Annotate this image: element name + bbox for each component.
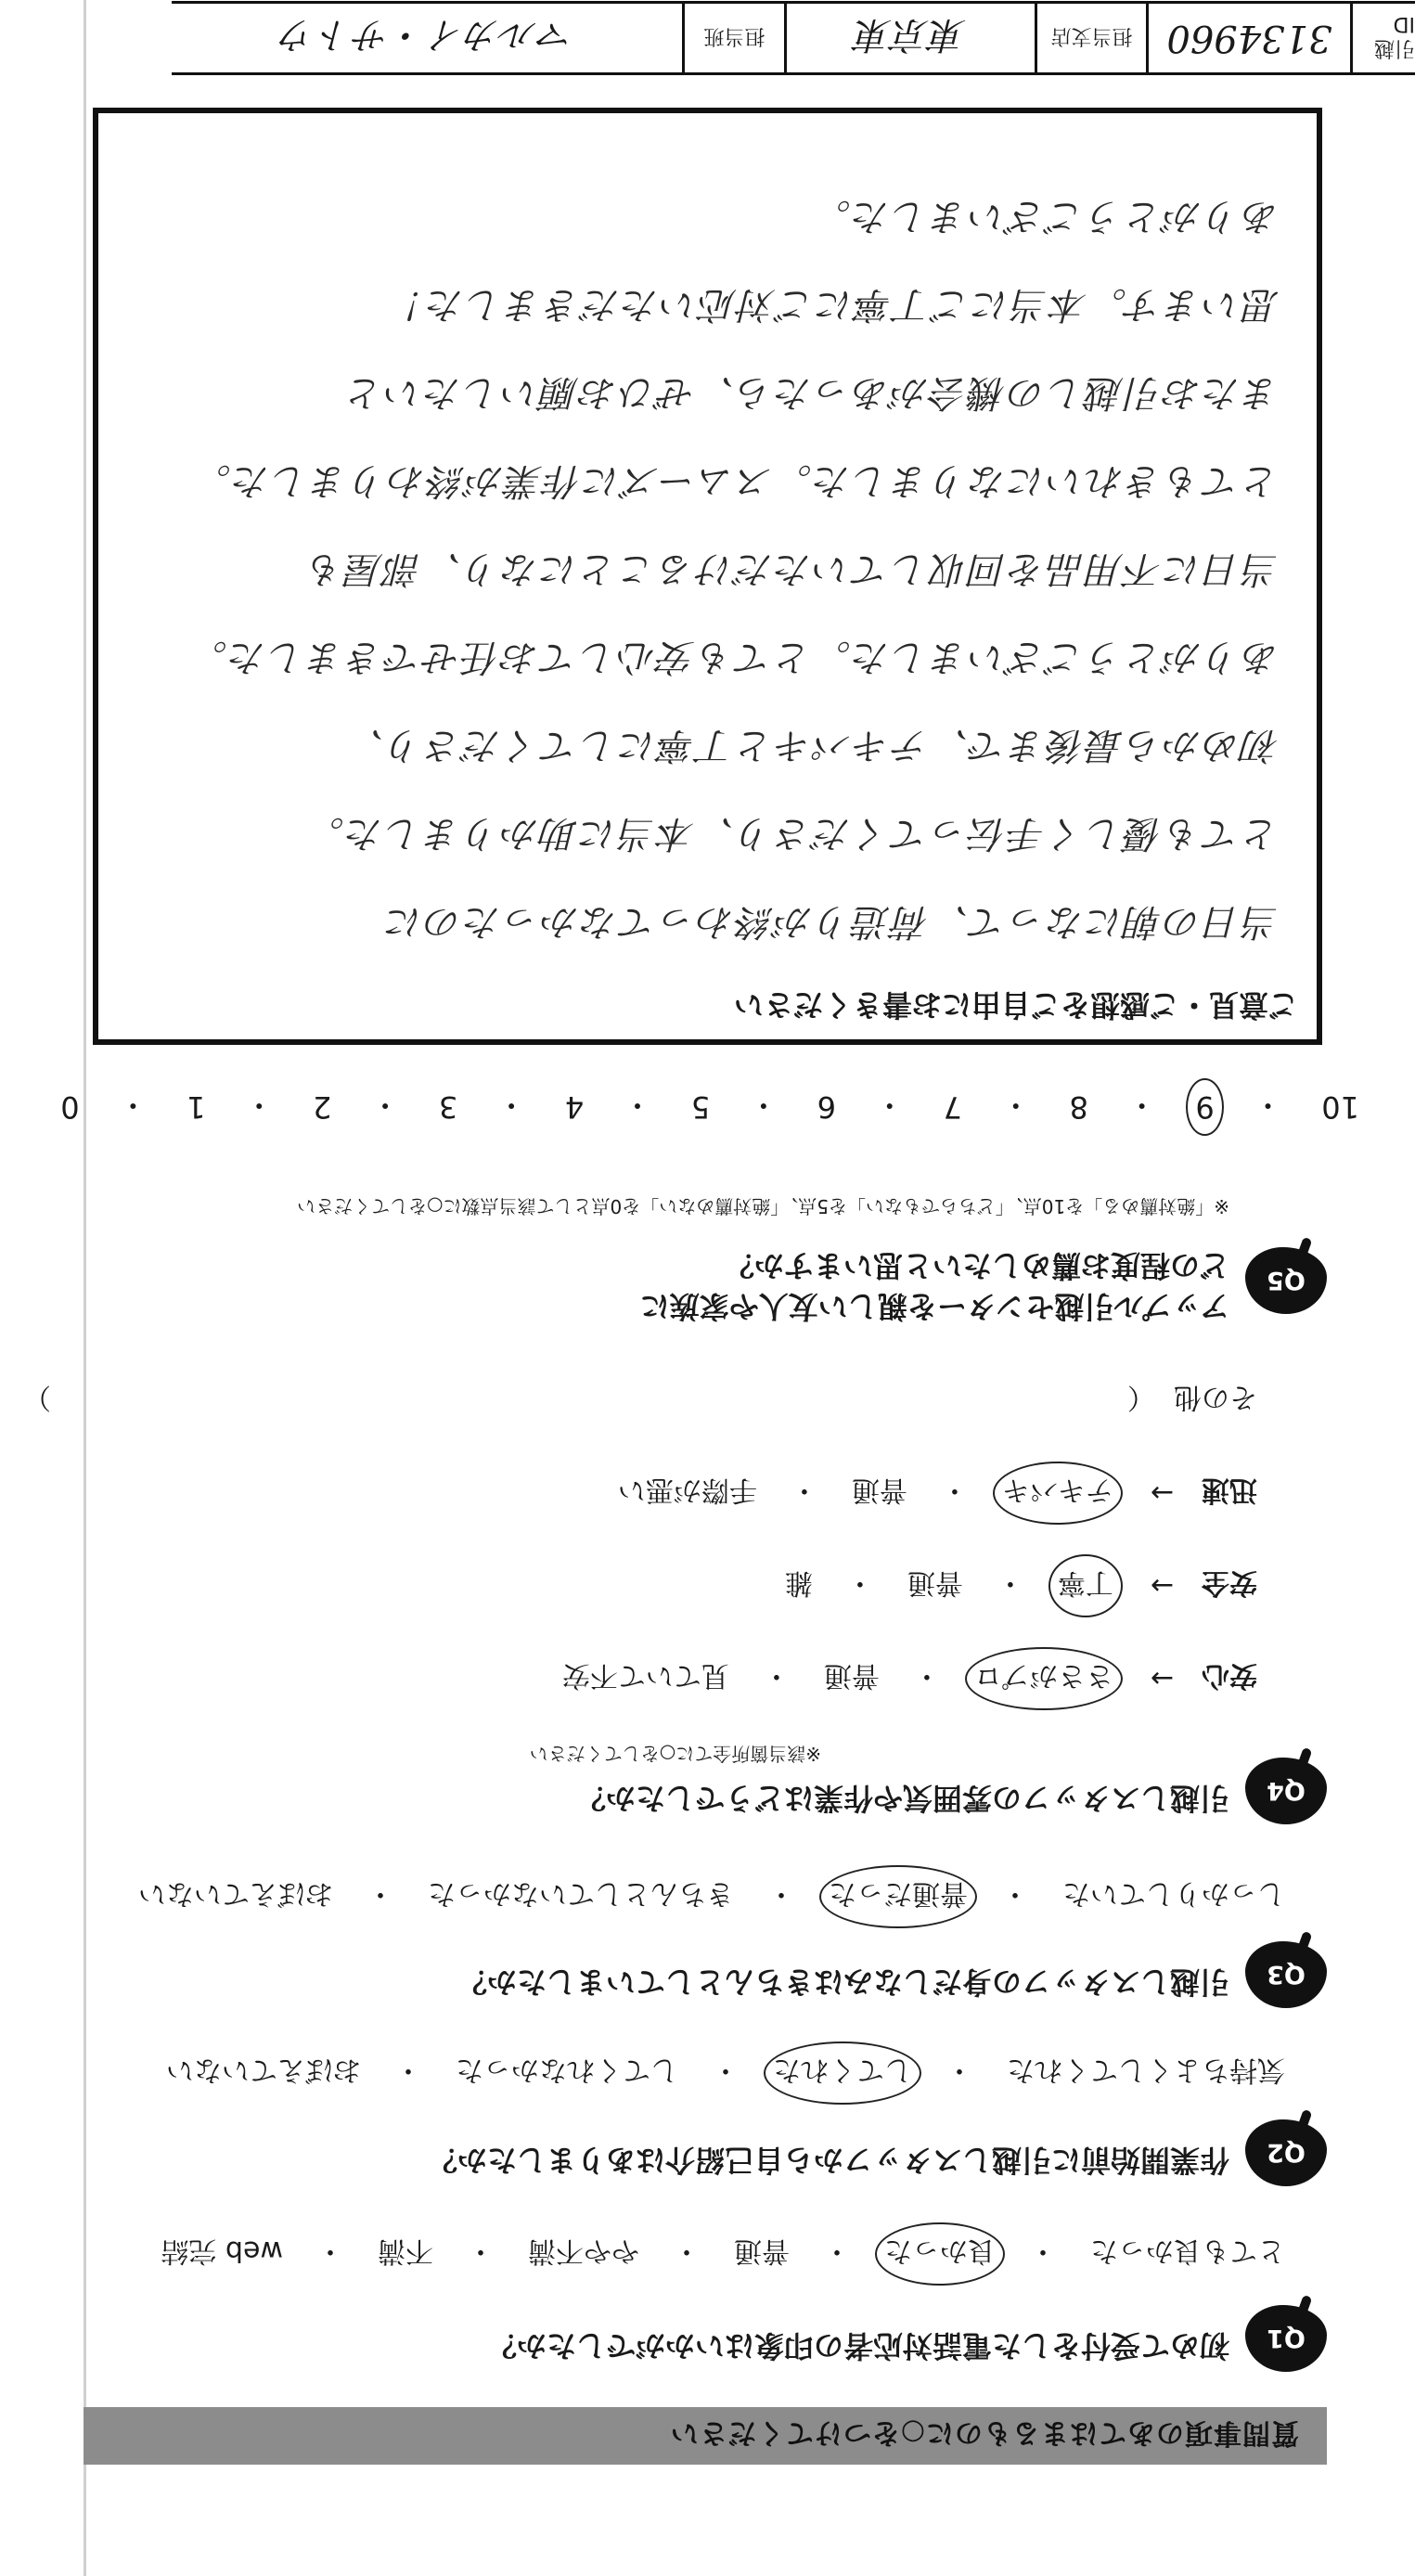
score-option[interactable]: 5	[690, 1089, 711, 1125]
q4-relief-option-anxious[interactable]: 見ていて不安	[561, 1659, 729, 1692]
instructions-text: 質問事項のあてはまるものに○をつけてください	[669, 2416, 1299, 2449]
q4-other-row	[23, 1380, 1257, 1421]
q4-speed-option-efficient[interactable]: テキパキ	[1002, 1473, 1113, 1513]
branch-label: 担当支店	[1035, 4, 1146, 72]
q1-badge	[1245, 2305, 1327, 2372]
q1-option-very-good[interactable]: とても良かった	[1090, 2235, 1285, 2267]
q4-safety-option-normal[interactable]: 普通	[907, 1566, 963, 1599]
q1-badge-label: Q1	[1267, 2324, 1306, 2353]
q3-badge-label: Q3	[1267, 1960, 1306, 1990]
q4-safety-option-careful[interactable]: 丁寧	[1058, 1565, 1113, 1606]
q3-option-normal[interactable]: 普通だった	[829, 1876, 968, 1917]
q2-badge	[1245, 2119, 1327, 2186]
q4-other-close-paren: ）	[23, 1381, 51, 1413]
comment-line: ありがとうございました。とても安心してお任せできました。	[188, 636, 1280, 678]
branch-value: 東京東	[784, 4, 1035, 72]
q4-relief-option-normal[interactable]: 普通	[823, 1659, 880, 1692]
q2-option-very-kind[interactable]: 気持ちよくしてくれた	[1007, 2054, 1285, 2086]
instructions-header	[84, 2407, 1327, 2465]
score-option[interactable]: 1	[187, 1089, 206, 1125]
q4-badge-label: Q4	[1267, 1776, 1306, 1806]
page-edge-rule	[84, 0, 86, 2576]
q2-question: 作業開始前に引越しスタッフから自己紹介はありましたか？	[427, 2143, 1229, 2178]
q5-note: ※「絶対薦める」を10点、「どちらでもない」を5点、「絶対薦めない」を0点として該当点数に○をしてください	[297, 1195, 1229, 1217]
q1-option-unsatisfied[interactable]: 不満	[378, 2235, 433, 2267]
q4-safety-option-rough[interactable]: 雑	[784, 1566, 813, 1599]
q1-options: とても良かった ・ 良かった ・ 普通 ・ やや不満 ・ 不満 ・ web 完結	[161, 2234, 1285, 2274]
comment-line: またお引越しの機会があったら、ぜひお願いしたいと	[344, 371, 1280, 414]
q4-row-relief: 安心 → ささがプロ ・ 普通 ・ 見ていて不安	[562, 1658, 1257, 1699]
q3-question: 引越しスタッフの身だしなみはきちんとしていましたか？	[457, 1964, 1229, 2000]
comment-line: とてもきれいになりました。スムーズに作業が終わりました。	[192, 459, 1280, 502]
q3-option-neat[interactable]: しっかりしていた	[1062, 1877, 1285, 1910]
q2-option-did[interactable]: してくれた	[773, 2053, 912, 2093]
score-option[interactable]: 7	[943, 1089, 962, 1125]
score-option[interactable]: 6	[817, 1089, 837, 1125]
move-id-label: 引越ID	[1350, 4, 1415, 72]
q5-question-line2: どの程度お薦めしたいと思いますか？	[724, 1248, 1229, 1283]
q2-badge-label: Q2	[1267, 2138, 1306, 2168]
arrow-icon: →	[1150, 1662, 1174, 1695]
score-option[interactable]: 3	[438, 1089, 458, 1125]
score-option-selected[interactable]: 9	[1195, 1089, 1215, 1125]
q2-option-dont-remember[interactable]: おぼえていない	[166, 2054, 361, 2086]
score-option[interactable]: 0	[60, 1089, 80, 1125]
q4-other-label: その他	[1174, 1381, 1257, 1413]
score-option[interactable]: 8	[1069, 1089, 1088, 1125]
q4-note: ※該当箇所全てに○をしてください	[529, 1743, 821, 1765]
q1-option-web[interactable]: web 完結	[161, 2235, 283, 2267]
comment-line: 当日に不用品を回収していただけることになり、部屋も	[305, 547, 1280, 590]
arrow-icon: →	[1150, 1569, 1174, 1603]
q4-speed-option-clumsy[interactable]: 手際が悪い	[617, 1474, 757, 1506]
score-option[interactable]: 10	[1321, 1089, 1359, 1125]
q2-options: 気持ちよくしてくれた ・ してくれた ・ してくれなかった ・ おぼえていない	[166, 2053, 1285, 2093]
q4-relief-option-pro[interactable]: ささがプロ	[974, 1658, 1113, 1699]
move-id-value: 3134960	[1146, 4, 1350, 72]
score-option[interactable]: 4	[564, 1089, 585, 1125]
q2-option-did-not[interactable]: してくれなかった	[456, 2054, 678, 2086]
team-value: マルカイ・サトウ	[278, 13, 575, 57]
q5-score-scale: 10 ・ 9 ・ 8 ・ 7 ・ 6 ・ 5 ・ 4 ・ 3 ・ 2 ・ 1 ・ 0	[60, 1088, 1359, 1125]
q1-option-somewhat-unsatisfied[interactable]: やや不満	[528, 2235, 639, 2267]
q3-option-not-neat[interactable]: きちんとしていなかった	[428, 1877, 734, 1910]
q4-category-safety: 安全	[1202, 1566, 1257, 1599]
q5-question-line1: アップル引越センターを親しい友人や家族に	[639, 1289, 1229, 1324]
q3-badge	[1245, 1941, 1327, 2008]
q4-other-open-paren: （	[1127, 1381, 1155, 1413]
q3-options: しっかりしていた ・ 普通だった ・ きちんとしていなかった ・ おぼえていない	[138, 1876, 1285, 1917]
q5-badge	[1245, 1247, 1327, 1314]
q4-speed-option-normal[interactable]: 普通	[851, 1474, 907, 1506]
comment-line: とても優しく手伝ってくださり、本当に助かりました。	[305, 812, 1280, 855]
team-label: 担当班	[682, 4, 784, 72]
comment-line: ありがとうございました。	[812, 195, 1280, 238]
q4-row-safety: 安全 → 丁寧 ・ 普通 ・ 雑	[785, 1565, 1257, 1606]
q4-row-speed: 迅速 → テキパキ ・ 普通 ・ 手際が悪い	[618, 1473, 1257, 1513]
score-option[interactable]: 2	[313, 1089, 332, 1125]
q4-question: 引越しスタッフの雰囲気や作業はどうでしたか？	[575, 1781, 1229, 1816]
comment-box[interactable]	[93, 108, 1322, 1045]
q1-option-normal[interactable]: 普通	[734, 2235, 790, 2267]
q1-question: 初めて受付をした電話対応者の印象はいかがでしたか？	[486, 2328, 1229, 2363]
q3-option-dont-remember[interactable]: おぼえていない	[138, 1877, 333, 1910]
q4-category-speed: 迅速	[1202, 1474, 1257, 1506]
q5-badge-label: Q5	[1267, 1266, 1306, 1295]
q1-option-good[interactable]: 良かった	[884, 2234, 996, 2274]
meta-table	[172, 1, 1415, 75]
comment-title: ご意見・ご感想をご自由にお書きください	[733, 987, 1298, 1023]
comment-line: 初めから最後まで、テキパキと丁寧にしてくださり、	[344, 724, 1280, 766]
comment-line: 当日の朝になって、荷造りが終わってなかったのに	[384, 900, 1280, 943]
comment-line: 思います。本当にご丁寧にご対応いただきました！	[386, 283, 1280, 326]
arrow-icon: →	[1150, 1476, 1174, 1510]
q4-category-relief: 安心	[1202, 1659, 1257, 1692]
q4-badge	[1245, 1758, 1327, 1824]
